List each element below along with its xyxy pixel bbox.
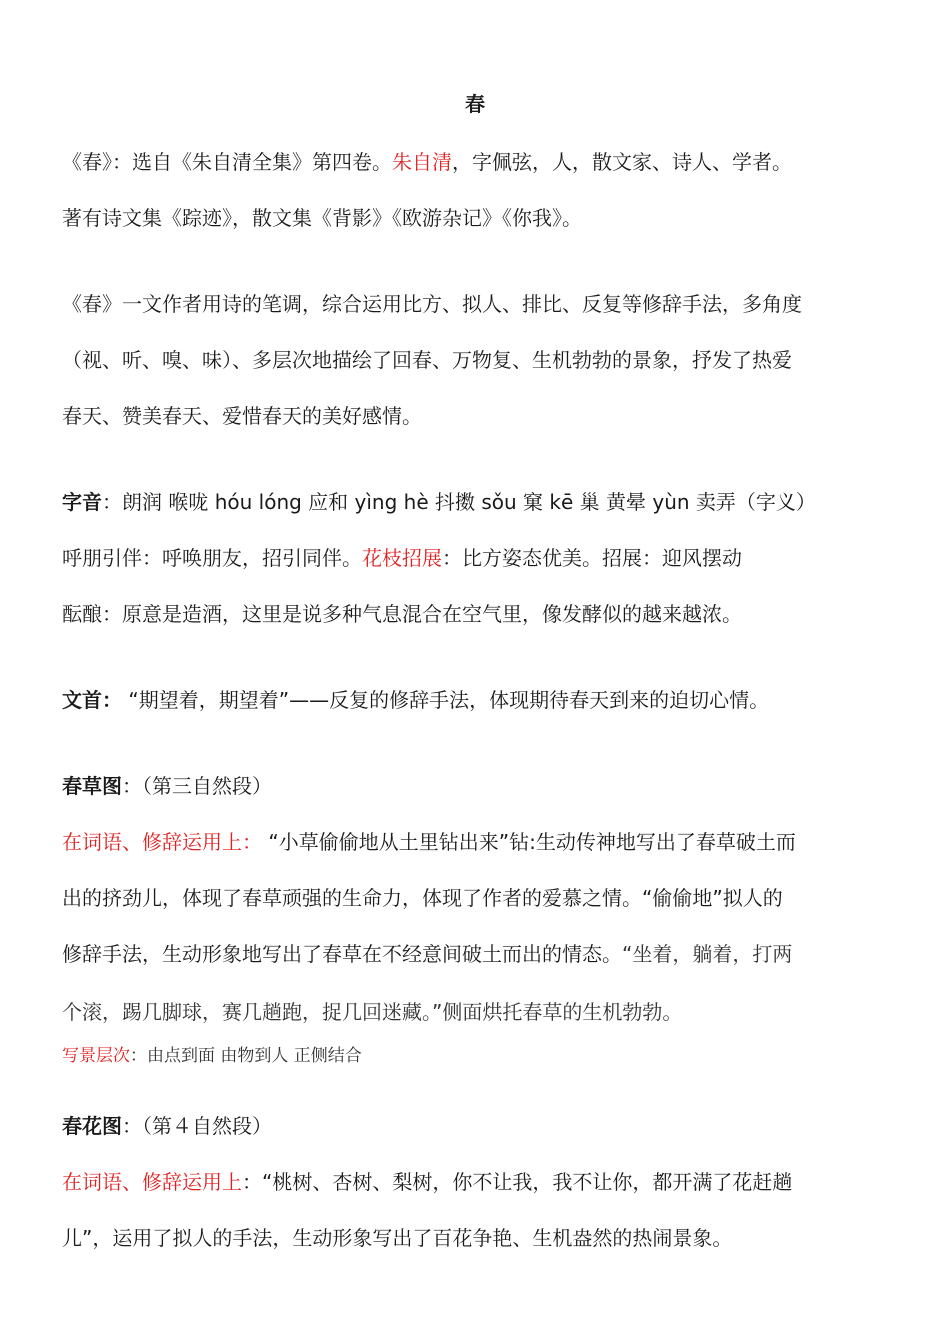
flower-label: 春花图 bbox=[62, 1114, 122, 1138]
intro-author: 朱自清 bbox=[392, 150, 452, 174]
flower-red-label: 在词语、修辞运用上 bbox=[62, 1170, 242, 1194]
grass-text-1: “小草偷偷地从土里钻出来”钻:生动传神地写出了春草破土而 bbox=[262, 830, 796, 854]
grass-text-3a: 修辞手法，生动形象地写出了春草在不经意间破土而出的情态。 bbox=[62, 942, 622, 966]
grass-line-3 bbox=[62, 938, 892, 970]
vocab-huazhizhaozhan-desc: ：比方姿态优美。招展：迎风摆动 bbox=[442, 546, 742, 570]
vocab-huazhizhaozhan: 花枝招展 bbox=[362, 546, 442, 570]
grass-line-2: 出的挤劲儿，体现了春草顽强的生命力，体现了作者的爱慕之情。“偷偷地”拟人的 bbox=[62, 886, 783, 910]
flower-suffix: ：（第４自然段） bbox=[122, 1114, 272, 1138]
summary-line-2: （视、听、嗅、味）、多层次地描绘了回春、万物复、生机勃勃的景象，抒发了热爱 bbox=[62, 348, 792, 372]
grass-heading bbox=[62, 770, 892, 802]
opening-label: 文首： bbox=[62, 688, 122, 712]
grass-label: 春草图 bbox=[62, 774, 122, 798]
opening-text: “期望着，期望着”——反复的修辞手法，体现期待春天到来的迫切心情。 bbox=[122, 688, 770, 712]
grass-layer-line bbox=[62, 1040, 892, 1072]
flower-line-2: 儿”，运用了拟人的手法，生动形象写出了百花争艳、生机盎然的热闹景象。 bbox=[62, 1226, 733, 1250]
grass-red-label: 在词语、修辞运用上： bbox=[62, 830, 262, 854]
pronunciation-line-3: 酝酿：原意是造酒，这里是说多种气息混合在空气里，像发酵似的越来越浓。 bbox=[62, 602, 742, 626]
opening-line bbox=[62, 684, 892, 716]
grass-line-1 bbox=[62, 826, 892, 858]
intro-line-2: 著有诗文集《踪迹》，散文集《背影》《欧游杂记》《你我》。 bbox=[62, 206, 582, 230]
vocab-hupengyinban: 呼朋引伴：呼唤朋友，招引同伴。 bbox=[62, 546, 362, 570]
grass-layer-text: ：由点到面 由物到人 正侧结合 bbox=[130, 1046, 362, 1066]
document-title: 春 bbox=[465, 92, 485, 116]
flower-heading bbox=[62, 1110, 892, 1142]
pronunciation-line-2 bbox=[62, 542, 892, 574]
grass-text-3b: “坐着，躺着，打两 bbox=[622, 942, 793, 966]
intro-line-1 bbox=[62, 146, 892, 178]
summary-line-3: 春天、赞美春天、爱惜春天的美好感情。 bbox=[62, 404, 422, 428]
intro-source: 《春》：选自《朱自清全集》第四卷。 bbox=[62, 150, 392, 174]
pronunciation-words: ：朗润 喉咙 hóu lóng 应和 yìng hè 抖擞 sǒu 窠 kē 巢 黄晕 yùn 卖弄（字义） bbox=[102, 490, 816, 514]
summary-line-1: 《春》一文作者用诗的笔调，综合运用比方、拟人、排比、反复等修辞手法，多角度 bbox=[62, 292, 802, 316]
grass-suffix: ：（第三自然段） bbox=[122, 774, 272, 798]
grass-line-4: 个滚，踢几脚球，赛几趟跑，捉几回迷藏。”侧面烘托春草的生机勃勃。 bbox=[62, 1000, 683, 1024]
grass-layer-label: 写景层次 bbox=[62, 1046, 130, 1066]
pronunciation-line-1 bbox=[62, 486, 892, 518]
pronunciation-label: 字音 bbox=[62, 490, 102, 514]
flower-line-1 bbox=[62, 1166, 892, 1198]
flower-text-1: ：“桃树、杏树、梨树，你不让我，我不让你，都开满了花赶趟 bbox=[242, 1170, 793, 1194]
intro-author-desc: ，字佩弦，人，散文家、诗人、学者。 bbox=[452, 150, 792, 174]
